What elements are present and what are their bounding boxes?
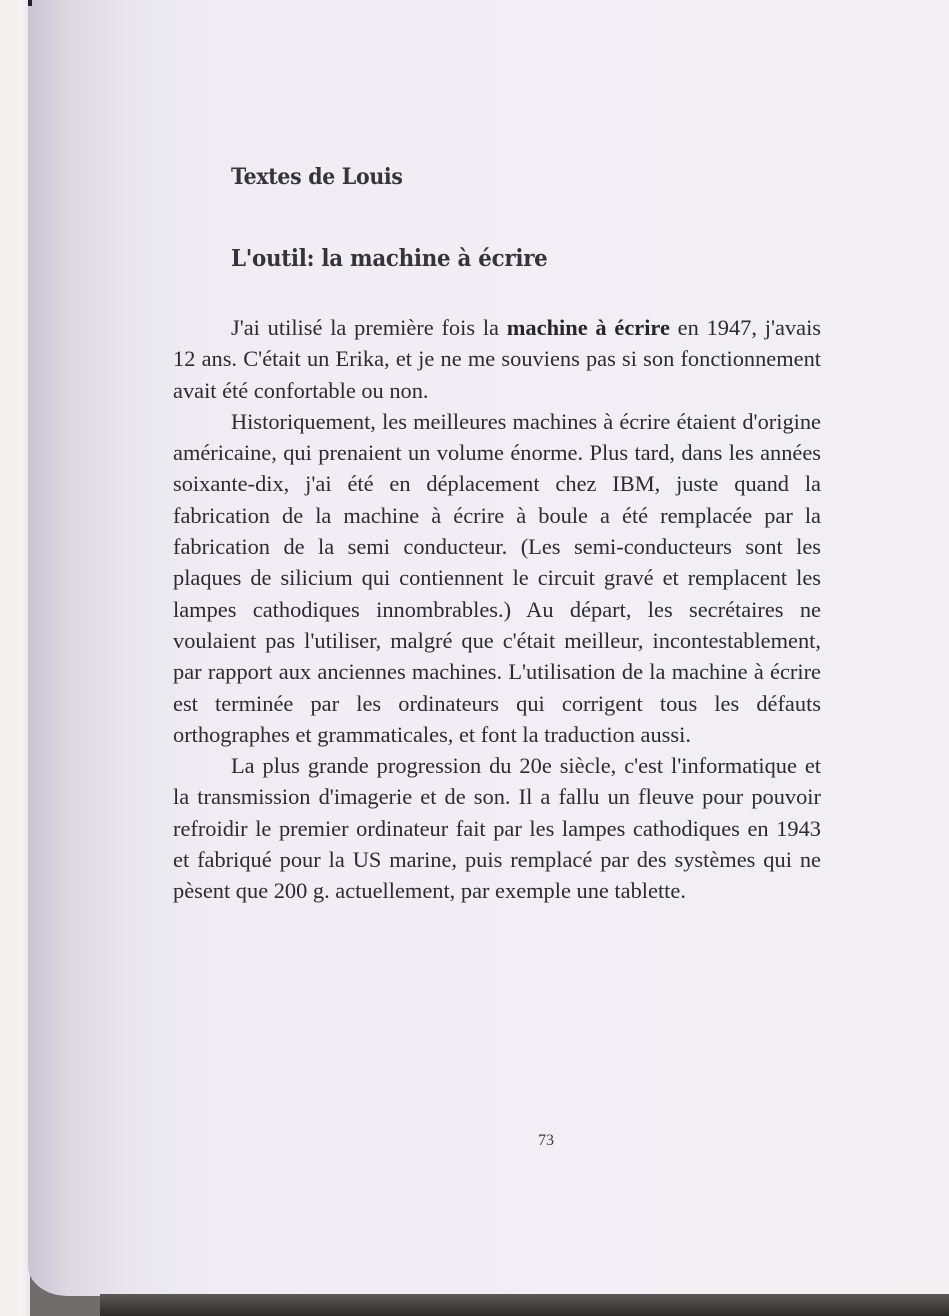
chapter-title: L'outil: la machine à écrire [231, 245, 548, 272]
page-bottom-shadow [100, 1294, 949, 1316]
page-content [173, 164, 821, 907]
paragraph-1-start: J'ai utilisé la première fois la [231, 315, 507, 340]
bold-term: machine à écrire [506, 315, 670, 340]
adjacent-page-edge [0, 0, 30, 1316]
body-text [173, 312, 821, 907]
paragraph-3: La plus grande progression du 20e siècle, c'est l'informatique et la transmission d'imagerie et de son. Il a fallu un fleuve pour pouvoir refroidir le premier ordinateur fait par les lampes cathodiques en 1943 et fabriqué pour la US marine, puis remplacé par des systèmes qui ne pèsent que 200 g. actuellement, par exemple une tablette. [173, 753, 821, 904]
paragraph-2: Historiquement, les meilleures machines à écrire étaient d'origine américaine, qui prenaient un volume énorme. Plus tard, dans les années soixante-dix, j'ai été en déplacement chez IBM, juste quand la fabrication de la machine à écrire à boule a été remplacée par la fabrication de la semi conducteur. (Les semi-conducteurs sont les plaques de silicium qui contiennent le circuit gravé et remplacent les lampes cathodiques innombrables.) Au départ, les secrétaires ne voulaient pas l'utiliser, malgré que c'était meilleur, incontestablement, par rapport aux anciennes machines. L'utilisation de la machine à écrire est terminée par les ordinateurs qui corrigent tous les défauts orthographes et grammaticales, et font la traduction aussi. [173, 408, 821, 747]
page-number: 73 [538, 1132, 554, 1149]
paragraph-1-end: en 1947, j'avais 12 ans. C'était un Erika, et je ne me souviens pas si son fonctionnement avait été confortable ou non. [173, 315, 821, 403]
paragraph-1 [173, 312, 821, 406]
section-title: Textes de Louis [231, 164, 403, 190]
scan-artifact [28, 0, 32, 6]
